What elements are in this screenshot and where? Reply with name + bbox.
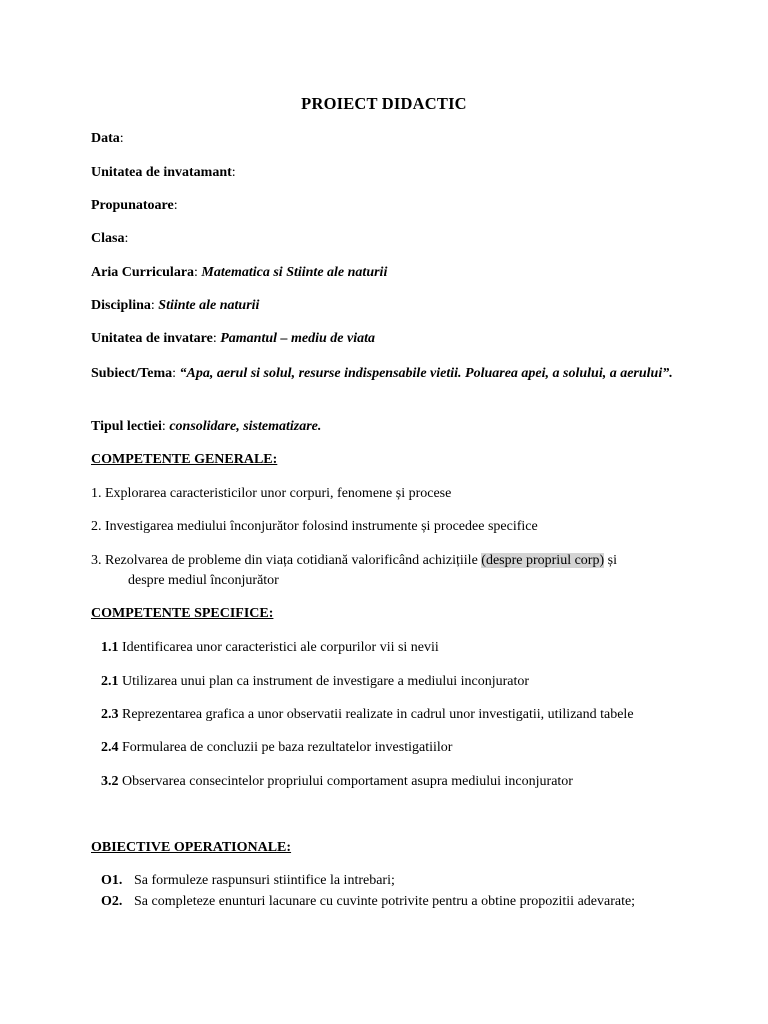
item-text: Sa completeze enunturi lacunare cu cuvinte potrivite pentru a obtine propozitii adevarate; (134, 894, 636, 909)
field-disciplina (91, 297, 259, 315)
item-number: 3.2 (101, 774, 119, 789)
field-colon: : (119, 131, 124, 146)
field-label: Clasa (91, 231, 125, 246)
section-heading-obiective-operationale: OBIECTIVE OPERATIONALE: (91, 840, 292, 855)
field-unitatea-invatare (91, 330, 375, 348)
competenta-specifica-item (101, 706, 634, 724)
section-heading-competente-specifice: COMPETENTE SPECIFICE: (91, 606, 274, 621)
field-propunatoare (91, 197, 178, 215)
field-value: Stiinte ale naturii (158, 298, 260, 313)
item-text: și (604, 553, 617, 568)
field-colon: : (172, 366, 177, 381)
item-text: Observarea consecintelor propriului comportament asupra mediului inconjurator (118, 774, 573, 789)
item-number: O1. (101, 873, 123, 888)
document-title: PROIECT DIDACTIC (301, 94, 467, 113)
item-text: Sa formuleze raspunsuri stiintifice la intrebari; (134, 873, 395, 888)
competenta-specifica-item (101, 673, 529, 691)
field-label: Tipul lectiei (91, 419, 162, 434)
field-label: Propunatoare (91, 198, 174, 213)
competenta-specifica-item (101, 739, 452, 757)
item-number: 2.3 (101, 707, 119, 722)
field-data (91, 130, 124, 148)
obiectiv-item (101, 872, 395, 890)
item-text: 3. Rezolvarea de probleme din viața cotidiană valorificând achizițiile (91, 553, 482, 568)
item-text: Utilizarea unui plan ca instrument de investigare a mediului inconjurator (118, 674, 530, 689)
field-colon: : (124, 231, 129, 246)
field-colon: : (212, 331, 217, 346)
field-unitatea (91, 164, 236, 182)
field-label: Data (91, 131, 120, 146)
item-number: 1.1 (101, 640, 119, 655)
field-clasa (91, 230, 128, 248)
field-label: Unitatea de invatamant (91, 165, 232, 180)
field-label: Aria Curriculara (91, 265, 195, 280)
field-value: Pamantul – mediu de viata (220, 331, 376, 346)
field-value: “Apa, aerul si solul, resurse indispensabile vietii. Poluarea apei, a solului, a aerului”. (179, 366, 673, 381)
item-number: 2.1 (101, 674, 119, 689)
competenta-generala-item (91, 552, 617, 570)
item-number: O2. (101, 894, 123, 909)
item-text: Formularea de concluzii pe baza rezultatelor investigatiilor (118, 740, 453, 755)
competenta-generala-item: 1. Explorarea caracteristicilor unor corpuri, fenomene și procese (91, 486, 452, 501)
competenta-generala-item-continuation: despre mediul înconjurător (128, 573, 279, 588)
field-subiect-tema (91, 364, 681, 384)
field-colon: : (150, 298, 155, 313)
field-label: Subiect/Tema (91, 366, 173, 381)
competenta-specifica-item (101, 773, 573, 791)
field-aria-curriculara (91, 264, 387, 282)
field-label: Disciplina (91, 298, 151, 313)
competenta-generala-item: 2. Investigarea mediului înconjurător folosind instrumente și procedee specifice (91, 519, 538, 534)
section-heading-competente-generale: COMPETENTE GENERALE: (91, 452, 278, 467)
field-colon: : (161, 419, 166, 434)
field-value: consolidare, sistematizare. (169, 419, 322, 434)
field-tipul-lectiei (91, 418, 321, 436)
competenta-specifica-item (101, 639, 439, 657)
obiectiv-item (101, 893, 635, 911)
field-colon: : (231, 165, 236, 180)
item-number: 2.4 (101, 740, 119, 755)
highlighted-text: (despre propriul corp) (481, 553, 605, 568)
field-colon: : (194, 265, 198, 280)
item-text: Reprezentarea grafica a unor observatii realizate in cadrul unor investigatii, utilizand tabele (118, 707, 634, 722)
field-colon: : (173, 198, 178, 213)
item-text: Identificarea unor caracteristici ale corpurilor vii si nevii (118, 640, 439, 655)
field-value: Matematica si Stiinte ale naturii (201, 265, 388, 280)
field-label: Unitatea de invatare (91, 331, 213, 346)
